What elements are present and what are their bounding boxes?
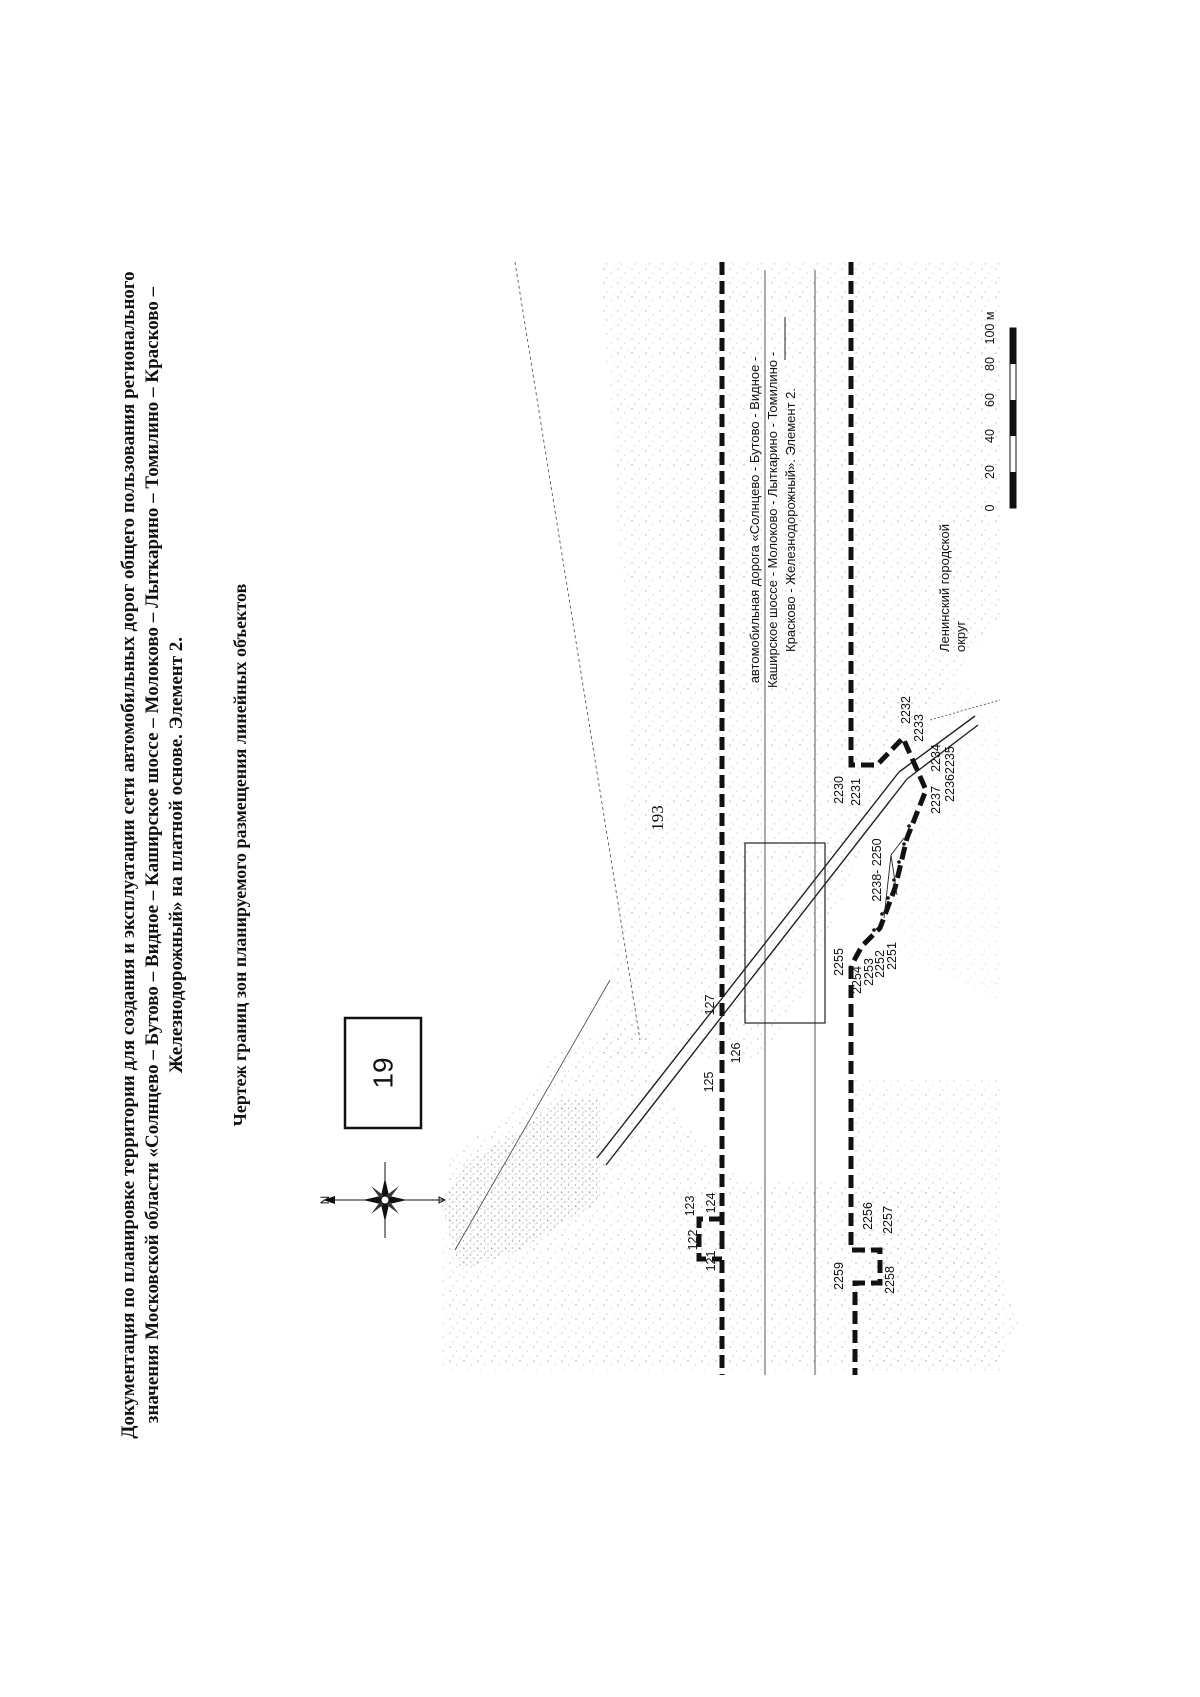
point-label: 2255 [832, 948, 846, 976]
point-label: 2259 [832, 1262, 846, 1290]
point-label: 2231 [849, 778, 863, 806]
point-label: 2257 [881, 1206, 895, 1234]
title-line-3: Железнодорожный» на платной основе. Элемент 2. [166, 636, 187, 1074]
district-label-line-1: Ленинский городской [937, 524, 952, 652]
point-label: 2230 [832, 776, 846, 804]
point-label: 22362235 [943, 746, 957, 802]
point-label: 2258 [883, 1266, 897, 1294]
point-label: 2238- 2250 [870, 838, 884, 902]
road-label-line-3: Красково - Железнодорожный». Элемент 2. [783, 388, 798, 652]
scale-tick-40: 40 [983, 429, 997, 443]
title-line-2: значения Московской области «Солнцево – Бутово – Видное – Каширское шоссе – Молоково – Лыткарино – Томилино – Красково – [142, 286, 163, 1424]
point-label: 123 [683, 1195, 697, 1217]
scale-tick-60: 60 [983, 393, 997, 407]
road-label-line-2: Каширское шоссе - Молоково - Лыткарино - Томилино - [765, 351, 780, 689]
terrain-stipple [440, 260, 1020, 1370]
point-label: 2252 [873, 950, 887, 978]
district-label-line-2: округ [953, 620, 968, 652]
point-label: 2233 [912, 714, 926, 742]
point-label: 2237 [929, 786, 943, 814]
point-label: 2256 [861, 1202, 875, 1230]
point-label: 125 [702, 1071, 716, 1093]
scale-tick-80: 80 [983, 357, 997, 371]
compass-rose-icon [323, 1162, 445, 1238]
road-label-line-1: автомобильная дорога «Солнцево - Бутово - Видное - [747, 356, 762, 684]
point-label: 2254 [850, 966, 864, 994]
sheet-number: 19 [367, 1057, 399, 1089]
point-label: 121 [704, 1250, 718, 1272]
point-label: 122 [686, 1229, 700, 1251]
title-line-1: Документация по планировке территории для создания и эксплуатации сети автомобильных дорог общего пользования регионального [118, 271, 139, 1439]
drawing-subtitle: Чертеж границ зон планируемого размещения линейных объектов [230, 583, 250, 1127]
point-label: 2251 [885, 942, 899, 970]
point-label: 126 [729, 1042, 743, 1064]
point-label: 2234 [929, 744, 943, 772]
point-label: 2232 [899, 696, 913, 724]
north-label: N [318, 1195, 332, 1205]
scale-tick-100: 100 м [983, 311, 997, 345]
scale-tick-0: 0 [983, 504, 997, 512]
scale-tick-20: 20 [983, 465, 997, 479]
point-label: 124 [704, 1192, 718, 1214]
point-label: 2253 [862, 958, 876, 986]
point-label: 127 [703, 994, 717, 1016]
